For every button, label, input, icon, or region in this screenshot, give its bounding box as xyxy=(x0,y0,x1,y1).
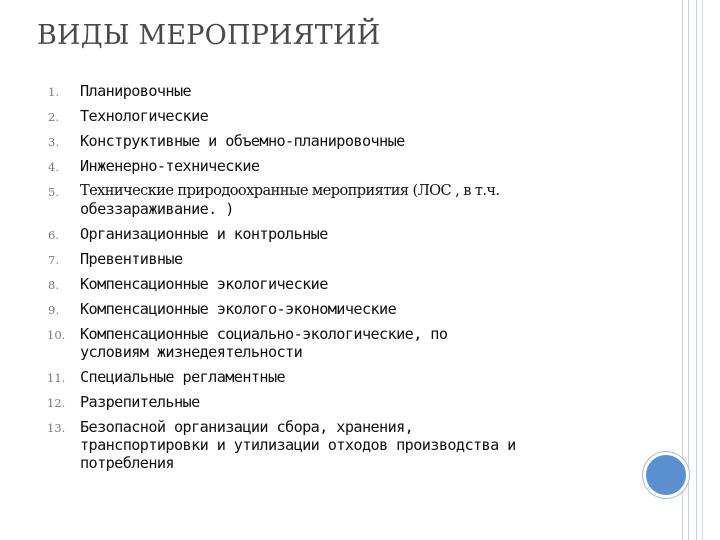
slide-title: ВИДЫ МЕРОПРИЯТИЙ xyxy=(37,20,381,51)
item-text-line: Безопасной организации сбора, хранения, xyxy=(80,418,414,436)
item-text-line: потребления xyxy=(80,454,174,472)
list-item xyxy=(30,250,630,275)
list-item xyxy=(30,107,630,132)
list-item xyxy=(30,132,630,157)
item-text: Организационные и контрольные xyxy=(80,225,328,243)
item-number: 1. xyxy=(48,85,59,99)
list-item xyxy=(30,325,630,368)
item-text: Разрепительные xyxy=(80,393,200,411)
list-item xyxy=(30,182,630,225)
item-number: 4. xyxy=(48,160,59,174)
item-text: Превентивные xyxy=(80,250,183,268)
item-number: 10. xyxy=(47,328,66,342)
list-item xyxy=(30,157,630,182)
item-text: Конструктивные и объемно-планировочные xyxy=(80,132,405,150)
list-item xyxy=(30,393,630,418)
item-number: 8. xyxy=(48,278,59,292)
border-line xyxy=(696,0,697,540)
item-text: Специальные регламентные xyxy=(80,368,286,386)
item-text: Инженерно-технические xyxy=(80,157,260,175)
item-number: 5. xyxy=(48,185,59,199)
item-text-line: Технические природоохранные мероприятия (ЛОС , в т.ч. xyxy=(80,182,500,199)
item-number: 12. xyxy=(47,396,66,410)
list-item xyxy=(30,275,630,300)
list-item xyxy=(30,368,630,393)
list-item xyxy=(30,82,630,107)
list-item xyxy=(30,300,630,325)
item-text: Планировочные xyxy=(80,82,192,100)
border-line xyxy=(702,0,703,540)
item-number: 11. xyxy=(47,371,66,385)
item-number: 3. xyxy=(48,135,59,149)
item-number: 2. xyxy=(48,110,59,124)
item-text-line: обеззараживание. ) xyxy=(80,200,234,218)
item-number: 9. xyxy=(48,303,59,317)
item-number: 13. xyxy=(47,421,66,435)
list-item xyxy=(30,225,630,250)
measures-list xyxy=(30,82,630,472)
item-number: 6. xyxy=(48,228,59,242)
border-line xyxy=(688,0,689,540)
decorative-circle-icon xyxy=(643,452,689,498)
item-text: Компенсационные эколого-экономические xyxy=(80,300,397,318)
item-number: 7. xyxy=(48,253,59,267)
item-text-line: условиям жизнедеятельности xyxy=(80,343,303,361)
item-text-line: транспортировки и утилизации отходов производства и xyxy=(80,436,516,454)
item-text-line: Компенсационные социально-экологические, по xyxy=(80,325,448,343)
item-text: Компенсационные экологические xyxy=(80,275,328,293)
item-text: Технологические xyxy=(80,107,209,125)
list-item xyxy=(30,418,630,472)
